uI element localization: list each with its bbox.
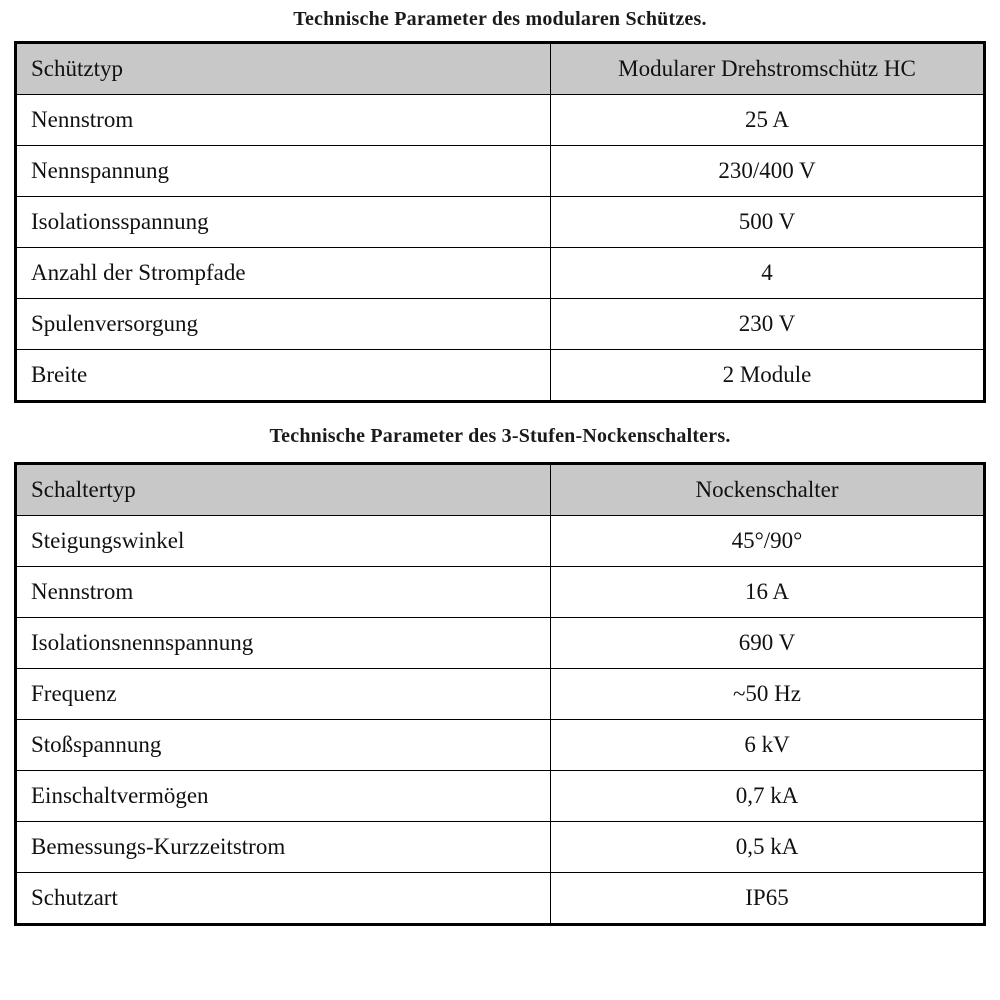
table-row	[16, 146, 985, 197]
table-2-row-7-value: IP65	[551, 873, 985, 925]
table-2-row-6-value: 0,5 kA	[551, 822, 985, 873]
table-2-header-value: Nockenschalter	[551, 464, 985, 516]
table-2-caption: Technische Parameter des 3-Stufen-Nockenschalters.	[269, 425, 731, 447]
table-2-row-7-label: Schutzart	[16, 873, 551, 925]
table-row	[16, 197, 985, 248]
table-2-row-2-value: 690 V	[551, 618, 985, 669]
table-1-row-0-value: 25 A	[551, 95, 985, 146]
table-header-row	[16, 43, 985, 95]
table-1-row-5-label: Breite	[16, 350, 551, 402]
table-1-row-3-label: Anzahl der Strompfade	[16, 248, 551, 299]
table-2-row-3-label: Frequenz	[16, 669, 551, 720]
table-2-row-1-label: Nennstrom	[16, 567, 551, 618]
table-1-row-4-label: Spulenversorgung	[16, 299, 551, 350]
table-header-row	[16, 464, 985, 516]
table-row	[16, 720, 985, 771]
table-2-header-label: Schaltertyp	[16, 464, 551, 516]
table-1-row-0-label: Nennstrom	[16, 95, 551, 146]
table-1-row-5-value: 2 Module	[551, 350, 985, 402]
cam-switch-parameters-table	[14, 462, 986, 926]
table-1-caption: Technische Parameter des modularen Schützes.	[293, 8, 707, 30]
table-1-row-2-value: 500 V	[551, 197, 985, 248]
table-1-header-label: Schütztyp	[16, 43, 551, 95]
table-1-row-1-label: Nennspannung	[16, 146, 551, 197]
table-2-row-0-label: Steigungswinkel	[16, 516, 551, 567]
table-row	[16, 822, 985, 873]
table-2-row-6-label: Bemessungs-Kurzzeitstrom	[16, 822, 551, 873]
table-2-row-4-value: 6 kV	[551, 720, 985, 771]
table-row	[16, 873, 985, 925]
table-2-row-3-value: ~50 Hz	[551, 669, 985, 720]
table-1-row-4-value: 230 V	[551, 299, 985, 350]
table-row	[16, 299, 985, 350]
table-row	[16, 350, 985, 402]
table-2-row-0-value: 45°/90°	[551, 516, 985, 567]
table-2-row-5-value: 0,7 kA	[551, 771, 985, 822]
table-row	[16, 248, 985, 299]
table-2-row-5-label: Einschaltvermögen	[16, 771, 551, 822]
table-row	[16, 618, 985, 669]
table-1-row-1-value: 230/400 V	[551, 146, 985, 197]
table-row	[16, 516, 985, 567]
table-row	[16, 95, 985, 146]
table-2-row-1-value: 16 A	[551, 567, 985, 618]
table-1-row-2-label: Isolationsspannung	[16, 197, 551, 248]
table-1-header-value: Modularer Drehstromschütz HC	[551, 43, 985, 95]
contactor-parameters-table	[14, 41, 986, 403]
table-row	[16, 669, 985, 720]
table-2-row-2-label: Isolationsnennspannung	[16, 618, 551, 669]
table-row	[16, 567, 985, 618]
table-2-row-4-label: Stoßspannung	[16, 720, 551, 771]
table-1-row-3-value: 4	[551, 248, 985, 299]
table-row	[16, 771, 985, 822]
